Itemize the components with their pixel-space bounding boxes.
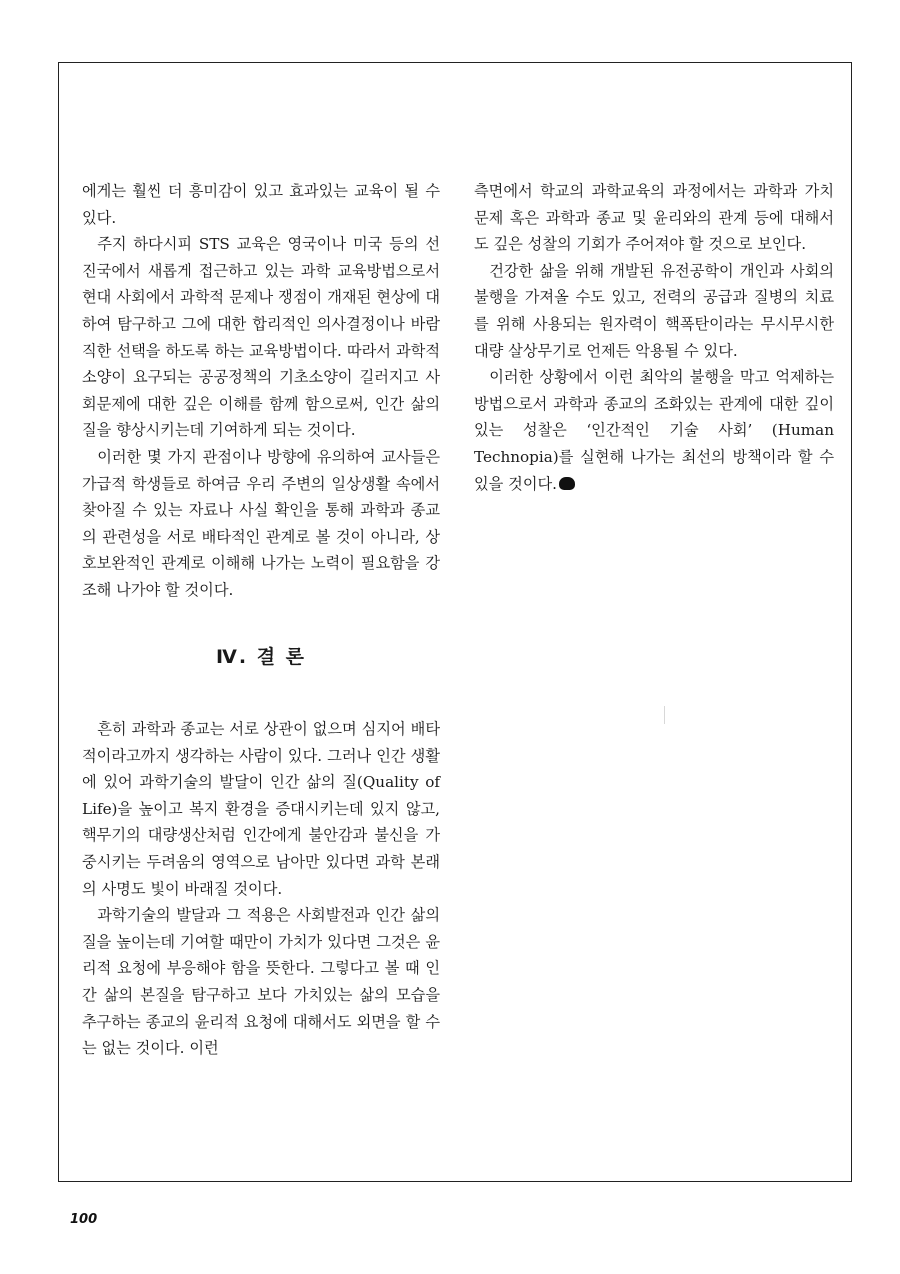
paragraph: 이러한 몇 가지 관점이나 방향에 유의하여 교사들은 가급적 학생들로 하여금 우리 주변의 일상생활 속에서 찾아질 수 있는 자료나 사실 확인을 통해 과학과 종교의 관련성을 서로 배타적인 관계로 볼 것이 아니라, 상호보완적인 관계로 이해해 나가는 노력이 필요함을 강조해 나가야 할 것이다. [82, 447, 440, 599]
paragraph-final [474, 364, 834, 497]
section-heading-conclusion: Ⅳ. 결 론 [215, 645, 307, 668]
paragraph: 측면에서 학교의 과학교육의 과정에서는 과학과 가치문제 혹은 과학과 종교 및 윤리와의 관계 등에 대해서도 깊은 성찰의 기회가 주어져야 할 것으로 보인다. [474, 182, 834, 254]
page-number: 100 [70, 1212, 98, 1227]
paragraph: 에게는 훨씬 더 흥미감이 있고 효과있는 교육이 될 수 있다. [82, 182, 440, 227]
paragraph: 과학기술의 발달과 그 적용은 사회발전과 인간 삶의 질을 높이는데 기여할 때만이 가치가 있다면 그것은 윤리적 요청에 부응해야 함을 뜻한다. 그렇다고 볼 때 인간 삶의 본질을 탐구하고 보다 가치있는 삶의 모습을 추구하는 종교의 윤리적 요청에 대해서도 외면을 할 수는 없는 것이다. 이런 [82, 906, 440, 1058]
paragraph-text: 이러한 상황에서 이런 최악의 불행을 막고 억제하는 방법으로서 과학과 종교의 조화있는 관계에 대한 깊이 있는 성찰은 ‘인간적인 기술 사회’ (Human Technopia)를 실현해 나가는 최선의 방책이라 할 수 있을 것이다. [474, 368, 834, 493]
divider [664, 706, 665, 724]
paragraph: 흔히 과학과 종교는 서로 상관이 없으며 심지어 배타적이라고까지 생각하는 사람이 있다. 그러나 인간 생활에 있어 과학기술의 발달이 인간 삶의 질(Quality of Life)을 높이고 복지 환경을 증대시키는데 있지 않고, 핵무기의 대량생산처럼 인간에게 불안감과 불신을 가중시키는 두려움의 영역으로 남아만 있다면 과학 본래의 사명도 빛이 바래질 것이다. [82, 720, 440, 898]
left-column [82, 178, 440, 1062]
right-column [474, 178, 834, 497]
paragraph: 건강한 삶을 위해 개발된 유전공학이 개인과 사회의 불행을 가져올 수도 있고, 전력의 공급과 질병의 치료를 위해 사용되는 원자력이 핵폭탄이라는 무시무시한 대량 살상무기로 언제든 악용될 수 있다. [474, 261, 834, 360]
end-of-article-icon [559, 477, 575, 490]
paragraph: 주지 하다시피 STS 교육은 영국이나 미국 등의 선진국에서 새롭게 접근하고 있는 과학 교육방법으로서 현대 사회에서 과학적 문제나 쟁점이 개재된 현상에 대하여 탐구하고 그에 대한 합리적인 의사결정이나 바람직한 선택을 하도록 하는 교육방법이다. 따라서 과학적 소양이 요구되는 공공정책의 기초소양이 길러지고 사회문제에 대한 깊은 이해를 함께 함으로써, 인간 삶의 질을 향상시키는데 기여하게 되는 것이다. [82, 235, 440, 440]
